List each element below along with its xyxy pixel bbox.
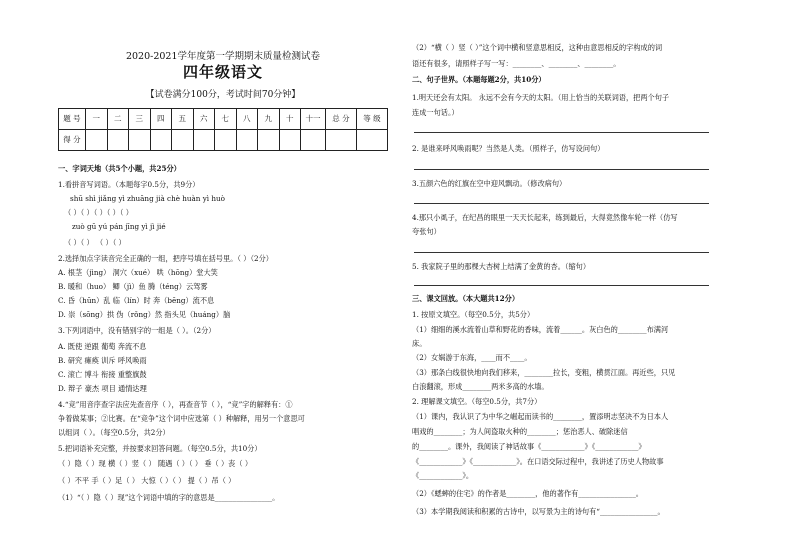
fill-line: （2）女娲游于东海，____而不____。 bbox=[412, 353, 532, 362]
score-cell: 总 分 bbox=[326, 109, 357, 130]
score-input-cell[interactable] bbox=[215, 130, 237, 151]
score-input-cell[interactable] bbox=[193, 130, 215, 151]
question-line: 1.明天还会有太阳。 永远不会有今天的太阳。（用上恰当的关联词语，把两个句子 bbox=[412, 93, 670, 102]
option-line: B. 暖和（huo） 鲫（jì）鱼 腾（téng）云驾雾 bbox=[58, 282, 208, 291]
fill-line: （3）本学期我阅读和积累的古诗中，以写景为主的诗句有“________________。 bbox=[412, 507, 665, 516]
score-cell: 等 级 bbox=[357, 109, 388, 130]
fill-line: （3）那条白线很快地向我们移来，________拉长，变粗，横贯江面。再近些，只见 bbox=[412, 368, 676, 377]
option-line: D. 崇（sōng）拱 伪（rǒng）然 指头见（huáng）脑 bbox=[58, 310, 231, 319]
question-line: 夸张句） bbox=[412, 227, 441, 236]
question-line: 1.看拼音写词语。（本题每字0.5分，共9分） bbox=[58, 180, 200, 189]
score-cell: 一 bbox=[86, 109, 108, 130]
fill-line: （ ）隐（ ）现 横（ ）竖（ ） 随遇（ ）（ ） 垂（ ）丧（ ） bbox=[58, 459, 253, 468]
score-cell: 十 bbox=[279, 109, 301, 130]
answer-line[interactable] bbox=[414, 203, 709, 204]
score-input-cell[interactable] bbox=[236, 130, 258, 151]
question-line: 语还有很多，请照样子写一写：________、________、________。 bbox=[412, 59, 621, 68]
question-line: 以组词（ ）。（每空0.5分，共2分） bbox=[58, 428, 170, 437]
section-3-heading: 三、课文回放。（本大题共12分） bbox=[412, 294, 520, 303]
score-table-score-row bbox=[59, 130, 388, 151]
score-cell: 三 bbox=[129, 109, 151, 130]
option-line: A. 根茎（jìng） 洞穴（xué） 哄（hōng）堂大笑 bbox=[58, 268, 218, 277]
answer-brackets: （ ）（ ）（ ）（ ）（ ） bbox=[64, 208, 133, 217]
fill-line: （2）《蟋蟀的住宅》的作者是________，他的著作有________________。 bbox=[412, 489, 643, 498]
question-line: （2）“横（ ）竖（ ）”这个词中横和竖意思相反，这种由意思相反的字构成的词 bbox=[412, 43, 663, 52]
score-cell: 六 bbox=[193, 109, 215, 130]
score-table bbox=[58, 108, 388, 151]
fill-line: （1）细细的溪水流着山草和野花的香味，流着______。灰白色的________布满河 bbox=[412, 325, 669, 334]
question-line: （1）“（ ）隐（ ）现”这个词语中填的字的意思是________________。 bbox=[58, 493, 280, 502]
fill-line: 《____________》。 bbox=[412, 471, 474, 480]
score-input-cell[interactable] bbox=[172, 130, 194, 151]
grade-title: 四年级语文 bbox=[182, 63, 263, 81]
score-cell: 九 bbox=[258, 109, 280, 130]
score-cell: 七 bbox=[215, 109, 237, 130]
question-line: 5. 我家院子里的那棵大杏树上结满了金黄的杏。（缩句） bbox=[412, 262, 591, 271]
score-input-cell[interactable] bbox=[129, 130, 151, 151]
score-cell: 十一 bbox=[301, 109, 326, 130]
answer-line[interactable] bbox=[414, 285, 709, 286]
answer-line[interactable] bbox=[414, 252, 709, 253]
question-line: 争着做某事；②比赛。在“竞争”这个词中应选第（ ）种解释，用另一个意思可 bbox=[58, 414, 305, 423]
score-cell: 八 bbox=[236, 109, 258, 130]
answer-line[interactable] bbox=[414, 169, 709, 170]
fill-line: （ ）不平 手（ ）足（ ） 大惊（ ）（ ） 提（ ）吊（ ） bbox=[58, 476, 236, 485]
score-row-label: 得 分 bbox=[59, 130, 86, 151]
question-line: 连成一句话。） bbox=[412, 108, 459, 117]
score-input-cell[interactable] bbox=[357, 130, 388, 151]
answer-brackets: （ ）（ ） （ ）（ ） bbox=[64, 238, 126, 247]
score-input-cell[interactable] bbox=[86, 130, 108, 151]
option-line: B. 研究 瘫痪 训斥 呼风唤雨 bbox=[58, 356, 147, 365]
fill-line: 《____________》《____________》。在口语交际过程中，我讲述了历史人物故事 bbox=[412, 457, 664, 466]
pinyin-line: shū shì jiǎng yì zhuāng jià chè huàn yì huò bbox=[70, 194, 225, 203]
option-line: C. 滚亡 博斗 衔接 重整旗鼓 bbox=[58, 370, 147, 379]
option-line: C. 昏（hūn）乱 临（lín）时 奔（bēng）流不息 bbox=[58, 296, 215, 305]
fill-line: 白浪翻滚，形成________两米多高的水墙。 bbox=[412, 382, 549, 391]
exam-title: 2020-2021学年度第一学期期末质量检测试卷 bbox=[125, 51, 321, 62]
fill-line: 唱戏的________；为人间盗取火种的________；惩治恶人、破除迷信 bbox=[412, 427, 628, 436]
section-2-heading: 二、句子世界。（本题每题2分，共10分） bbox=[412, 75, 546, 84]
question-line: 4.“竞”用音序查字法应先查音序（ ），再查音节（ ），“竞”字的解释有：① bbox=[58, 400, 293, 409]
option-line: D. 辩子 豪杰 项目 通情达理 bbox=[58, 384, 147, 393]
score-cell: 二 bbox=[107, 109, 129, 130]
section-1-heading: 一、字词天地（共5个小题，共25分） bbox=[58, 164, 181, 173]
score-input-cell[interactable] bbox=[326, 130, 357, 151]
pinyin-line: zuò gū yú pán jīng yì jì jié bbox=[72, 222, 166, 231]
question-line: 3.下列词语中，没有错别字的一组是（ ）。（2分） bbox=[58, 326, 216, 335]
fill-line: 的________。课外，我阅读了神话故事《____________》《____________》 bbox=[412, 442, 646, 451]
exam-info: 【试卷满分100分，考试时间70分钟】 bbox=[145, 90, 301, 100]
score-input-cell[interactable] bbox=[279, 130, 301, 151]
question-line: 2. 是谁来呼风唤雨呢？当然是人类。（照样子，仿写设问句） bbox=[412, 144, 605, 153]
answer-line[interactable] bbox=[414, 132, 709, 133]
question-line: 2. 理解课文填空。（每空0.5分，共7分） bbox=[412, 397, 542, 406]
score-cell: 四 bbox=[150, 109, 172, 130]
score-table-header-row bbox=[59, 109, 388, 130]
score-input-cell[interactable] bbox=[258, 130, 280, 151]
fill-line: 床。 bbox=[412, 339, 427, 348]
question-line: 5.把词语补充完整，并按要求回答问题。（每空0.5分，共10分） bbox=[58, 444, 262, 453]
score-input-cell[interactable] bbox=[301, 130, 326, 151]
question-line: 1. 按原文填空。（每空0.5分，共5分） bbox=[412, 310, 535, 319]
score-input-cell[interactable] bbox=[150, 130, 172, 151]
fill-line: （1）课内，我认识了为中华之崛起而读书的________，置添明志坚决不为日本人 bbox=[412, 412, 669, 421]
option-line: A. 既使 逆跟 葡萄 奔流不息 bbox=[58, 342, 147, 351]
score-cell: 题 号 bbox=[59, 109, 86, 130]
question-line: 3.五颜六色的红旗在空中迎风飘动。（修改病句） bbox=[412, 179, 567, 188]
question-line: 4.那只小虱子，在纪昌的眼里一天天长起来，练到最后，大得竟然像车轮一样（仿写 bbox=[412, 213, 678, 222]
score-input-cell[interactable] bbox=[107, 130, 129, 151]
score-cell: 五 bbox=[172, 109, 194, 130]
question-line: 2.选择加点字读音完全正确的一组，把序号填在括号里。（ ）（2分） bbox=[58, 254, 273, 263]
